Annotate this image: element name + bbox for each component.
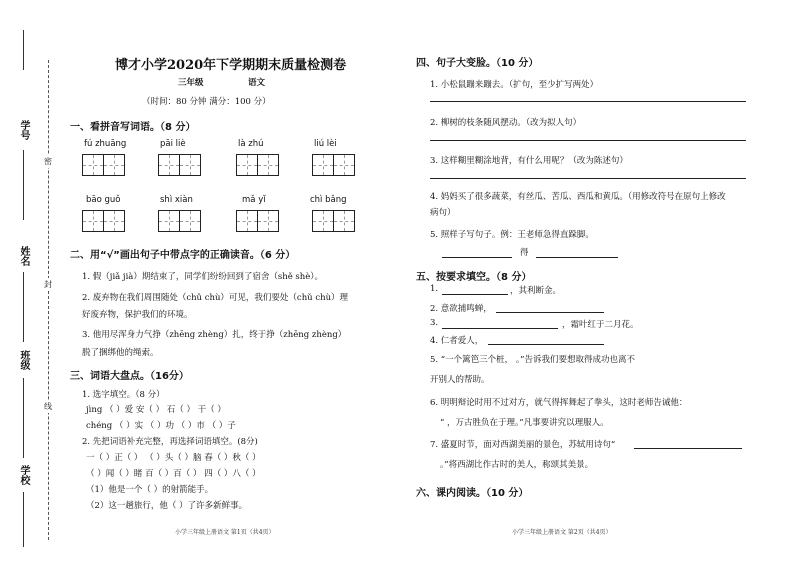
section-6-title: 六、课内阅读。（10 分） [416, 488, 529, 499]
seal-mark-xian: 线 [44, 402, 52, 411]
question-text: 2. 意欲捕鸣蝉， [430, 304, 492, 314]
section-4-title: 四、句子大变脸。（10 分） [416, 58, 539, 69]
pinyin-5: bāo guǒ [86, 195, 121, 205]
binding-line [23, 30, 24, 70]
exam-meta: （时间：80 分钟 满分：100 分） [142, 97, 271, 107]
question-text[interactable]: 5. “一个篱笆三个桩， 。”告诉我们要想取得成功也离不 [430, 355, 635, 365]
section-2-title: 二、用“√”画出句子中带点字的正确读音。（6 分） [70, 250, 296, 261]
seal-mark-mi: 密 [44, 157, 52, 166]
question-text: 1. 小松鼠蹦来蹦去。（扩句，至少扩写两处） [430, 80, 599, 90]
seal-line [48, 60, 49, 540]
pinyin-2: pāi liè [160, 139, 186, 149]
answer-line[interactable] [430, 178, 746, 179]
binding-line [23, 150, 24, 220]
writing-grid[interactable] [158, 210, 200, 232]
writing-grid[interactable] [82, 210, 124, 232]
question-text: 1. 选字填空。（8 分） [82, 390, 165, 400]
writing-grid[interactable] [236, 154, 278, 176]
question-text: 6. 明明辩论时用不过对方，就气得挥舞起了拳头，这时老师告诫他： [430, 398, 688, 408]
question-text: 得 [520, 248, 529, 258]
pinyin-6: shì xiàn [160, 195, 193, 205]
question-text: 2. 先把词语补充完整，再选择词语填空。(8分) [82, 437, 258, 447]
question-text: 3. 这样糊里糊涂地背，有什么用呢？（改为陈述句） [430, 156, 628, 166]
answer-line[interactable] [442, 294, 508, 295]
fill-blank-row[interactable]: chéng （ ）实 （ ）功 （ ）市 （ ）子 [86, 421, 236, 431]
question-number: 1. [430, 284, 439, 294]
fill-blank-row[interactable]: （ ）闻（ ）睹 百（ ）百（ ） 四（ ）八（ ） [86, 469, 261, 479]
pinyin-7: mǎ yǐ [242, 195, 266, 205]
answer-line[interactable] [430, 101, 746, 102]
question-text: ，其利断金。 [510, 286, 562, 296]
writing-grid[interactable] [236, 210, 278, 232]
writing-grid[interactable] [82, 154, 124, 176]
question-text: 好废弃物，保护我们的环境。 [82, 310, 193, 320]
answer-line[interactable] [496, 312, 604, 313]
question-text: 2. 废弃物在我们周围随处（chǔ chù）可见，我们要处（chǔ chù）理 [82, 293, 349, 303]
page-footer-left: 小学三年级上册语文 第1页（共4页） [175, 529, 275, 536]
answer-line[interactable] [430, 140, 746, 141]
binding-strip [0, 0, 58, 561]
seal-mark-feng: 封 [44, 280, 52, 289]
question-number: 3. [430, 318, 439, 328]
exam-title: 博才小学2020年下学期期末质量检测卷 [115, 58, 347, 73]
question-text[interactable]: “ ，万古胜负在于理。”凡事要讲究以理服人。 [440, 418, 609, 428]
question-text: 3. 他用尽浑身力气挣（zhēng zhèng）扎，终于挣（zhēng zhèng） [82, 330, 347, 340]
fill-blank-row[interactable]: （2）这一趟旅行，他（ ）了许多新鲜事。 [86, 501, 248, 511]
writing-grid[interactable] [312, 154, 354, 176]
class-label: 班级 [18, 350, 29, 370]
name-label: 姓名 [18, 246, 29, 266]
question-text: 4. 妈妈买了很多蔬菜，有丝瓜、苦瓜、西瓜和黄瓜。（用修改符号在原句上修改 [430, 192, 726, 202]
fill-blank-row[interactable]: 一（ ）正（ ） （ ）头（ ）脑 春（ ）秋（ ） [86, 453, 261, 463]
question-text: 5. 照样子写句子。例：王老师急得直跺脚。 [430, 230, 594, 240]
question-text: 开别人的帮助。 [430, 375, 490, 385]
binding-line [23, 378, 24, 458]
binding-line [23, 272, 24, 342]
pinyin-8: chì bǎng [310, 195, 347, 205]
question-text: 病句） [430, 208, 456, 218]
answer-line[interactable] [488, 344, 604, 345]
question-text: 2. 柳树的枝条随风摆动。（改为拟人句） [430, 118, 582, 128]
answer-line[interactable] [442, 328, 558, 329]
question-text: ，霜叶红于二月花。 [562, 320, 639, 330]
question-text: 1. 假（jiǎ jià）期结束了，同学们纷纷回到了宿舍（shě shè）。 [82, 272, 324, 282]
grade-label: 三年级 [178, 78, 204, 88]
pinyin-1: fú zhuāng [84, 139, 127, 149]
section-3-title: 三、词语大盘点。（16分） [70, 371, 189, 382]
question-text: 4. 仁者爱人， [430, 336, 484, 346]
answer-line[interactable] [536, 257, 618, 258]
answer-line[interactable] [442, 257, 512, 258]
answer-line[interactable] [634, 448, 742, 449]
student-id-label: 学号 [18, 120, 29, 140]
question-text: 7. 盛夏时节，面对西湖美丽的景色，苏轼用诗句“ [430, 440, 616, 450]
pinyin-4: liú lèi [314, 139, 337, 149]
page-footer-right: 小学三年级上册语文 第2页（共4页） [512, 529, 612, 536]
writing-grid[interactable] [312, 210, 354, 232]
writing-grid[interactable] [158, 154, 200, 176]
pinyin-3: là zhú [238, 139, 264, 149]
school-label: 学校 [18, 465, 29, 485]
section-5-title: 五、按要求填空。（8 分） [416, 272, 532, 283]
fill-blank-row[interactable]: jìng （ ）爱 安（ ） 石（ ） 干（ ） [86, 405, 226, 415]
fill-blank-row[interactable]: （1）他是一个（ ）的射箭能手。 [86, 485, 214, 495]
binding-line [23, 492, 24, 547]
section-1-title: 一、看拼音写词语。（8 分） [70, 122, 196, 133]
question-text: 脱了捆绑他的绳索。 [82, 348, 159, 358]
subject-label: 语文 [248, 78, 266, 88]
question-text[interactable]: 。”将西湖比作古时的美人，称颂其美景。 [440, 460, 594, 470]
